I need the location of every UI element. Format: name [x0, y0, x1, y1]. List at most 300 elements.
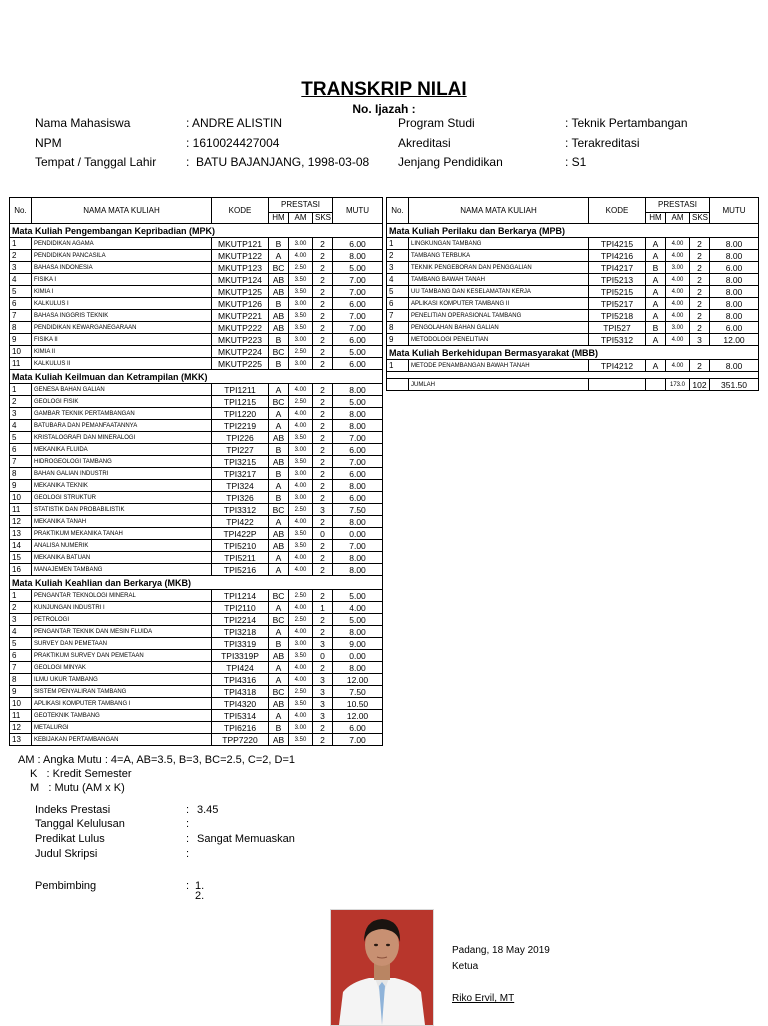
credits: 2	[313, 334, 333, 346]
totals-am: 173.0	[666, 379, 690, 391]
table-row	[387, 250, 759, 262]
course-name: TAMBANG BAWAH TANAH	[409, 274, 589, 286]
table-row	[10, 346, 383, 358]
table-row	[10, 540, 383, 552]
grade-point: 3.00	[289, 444, 313, 456]
grade-letter: A	[269, 564, 289, 576]
grade-point: 4.00	[289, 710, 313, 722]
grade-letter: AB	[269, 310, 289, 322]
grade-letter: AB	[269, 528, 289, 540]
grade-point: 3.00	[289, 334, 313, 346]
credits: 2	[313, 250, 333, 262]
grade-point: 3.00	[666, 322, 690, 334]
grade-point: 4.00	[289, 552, 313, 564]
totals-sks: 102	[690, 379, 710, 391]
quality-points: 6.00	[333, 358, 383, 370]
course-code: TPI422P	[212, 528, 269, 540]
grade-letter: B	[269, 468, 289, 480]
credits: 2	[313, 468, 333, 480]
course-code: TPI422	[212, 516, 269, 528]
col-sks: SKS	[690, 213, 710, 224]
row-number: 3	[387, 262, 409, 274]
course-name: FISIKA I	[32, 274, 212, 286]
course-code: TPI4215	[589, 238, 646, 250]
totals-empty	[387, 379, 409, 391]
quality-points: 12.00	[333, 674, 383, 686]
grade-point: 2.50	[289, 262, 313, 274]
table-row	[10, 528, 383, 540]
quality-points: 6.00	[333, 298, 383, 310]
row-number: 1	[10, 238, 32, 250]
quality-points: 12.00	[710, 334, 759, 346]
credits: 2	[313, 722, 333, 734]
signature-role: Ketua	[452, 961, 479, 972]
quality-points: 7.50	[333, 504, 383, 516]
course-name: BAHASA INGGRIS TEKNIK	[32, 310, 212, 322]
supervisor-colon: :	[186, 880, 190, 892]
course-code: TPI3218	[212, 626, 269, 638]
table-row	[10, 468, 383, 480]
table-row	[10, 238, 383, 250]
credits: 2	[313, 420, 333, 432]
row-number: 8	[387, 322, 409, 334]
grade-letter: BC	[269, 614, 289, 626]
grade-letter: B	[269, 444, 289, 456]
group-header-row	[10, 576, 383, 590]
credits: 2	[690, 274, 710, 286]
row-number: 2	[387, 250, 409, 262]
credits: 0	[313, 528, 333, 540]
row-number: 2	[10, 602, 32, 614]
quality-points: 4.00	[333, 602, 383, 614]
quality-points: 8.00	[333, 552, 383, 564]
credits: 2	[690, 322, 710, 334]
table-row	[10, 614, 383, 626]
row-number: 8	[10, 468, 32, 480]
quality-points: 7.00	[333, 432, 383, 444]
table-row	[10, 358, 383, 370]
quality-points: 7.00	[333, 286, 383, 298]
grade-letter: A	[269, 626, 289, 638]
grade-point: 4.00	[289, 408, 313, 420]
col-course-name: NAMA MATA KULIAH	[32, 198, 212, 224]
legend	[18, 753, 295, 795]
course-code: TPI424	[212, 662, 269, 674]
grades-table-left	[9, 197, 383, 746]
grade-letter: A	[269, 710, 289, 722]
grade-point: 4.00	[666, 310, 690, 322]
course-name: PENDIDIKAN KEWARGANEGARAAN	[32, 322, 212, 334]
credits: 3	[690, 334, 710, 346]
course-name: BAHASA INDONESIA	[32, 262, 212, 274]
grade-letter: AB	[269, 540, 289, 552]
grade-point: 4.00	[289, 564, 313, 576]
credits: 0	[313, 650, 333, 662]
course-name: UU TAMBANG DAN KESELAMATAN KERJA	[409, 286, 589, 298]
grade-point: 3.50	[289, 456, 313, 468]
grade-point: 3.50	[289, 310, 313, 322]
credits: 2	[313, 734, 333, 746]
legend-k: K : Kredit Semester	[30, 768, 132, 780]
name-label: Nama Mahasiswa	[35, 116, 131, 130]
col-am: AM	[289, 213, 313, 224]
row-number: 8	[10, 322, 32, 334]
course-name: KUNJUNGAN INDUSTRI I	[32, 602, 212, 614]
quality-points: 8.00	[710, 360, 759, 372]
table-row	[387, 298, 759, 310]
course-name: APLIKASI KOMPUTER TAMBANG II	[409, 298, 589, 310]
quality-points: 5.00	[333, 396, 383, 408]
quality-points: 8.00	[333, 564, 383, 576]
grade-letter: A	[646, 238, 666, 250]
quality-points: 5.00	[333, 590, 383, 602]
quality-points: 8.00	[710, 310, 759, 322]
row-number: 9	[387, 334, 409, 346]
table-row	[387, 238, 759, 250]
credits: 3	[313, 674, 333, 686]
grade-point: 3.00	[289, 722, 313, 734]
course-code: MKUTP124	[212, 274, 269, 286]
ip-label: Indeks Prestasi	[35, 804, 111, 816]
grade-letter: A	[269, 552, 289, 564]
row-number: 6	[387, 298, 409, 310]
course-code: TPI3312	[212, 504, 269, 516]
course-name: LINGKUNGAN TAMBANG	[409, 238, 589, 250]
birth-label: Tempat / Tanggal Lahir	[35, 155, 157, 169]
quality-points: 8.00	[333, 420, 383, 432]
grade-letter: A	[269, 602, 289, 614]
quality-points: 6.00	[333, 238, 383, 250]
signature-name: Riko Ervil, MT	[452, 993, 515, 1004]
grade-point: 3.00	[289, 298, 313, 310]
quality-points: 5.00	[333, 262, 383, 274]
course-code: TPI5213	[589, 274, 646, 286]
grade-point: 3.50	[289, 698, 313, 710]
table-row	[10, 650, 383, 662]
course-code: TPI5216	[212, 564, 269, 576]
quality-points: 12.00	[333, 710, 383, 722]
row-number: 6	[10, 298, 32, 310]
totals-row	[387, 379, 759, 391]
course-code: TPI5218	[589, 310, 646, 322]
course-name: FISIKA II	[32, 334, 212, 346]
grade-letter: A	[646, 334, 666, 346]
table-row	[10, 420, 383, 432]
grade-point: 3.50	[289, 528, 313, 540]
course-code: TPI5211	[212, 552, 269, 564]
supervisor-2: 2.	[195, 890, 205, 902]
totals-label: JUMLAH	[409, 379, 589, 391]
credits: 2	[690, 298, 710, 310]
row-number: 7	[10, 310, 32, 322]
course-code: MKUTP123	[212, 262, 269, 274]
thesis-title-colon: :	[186, 848, 190, 860]
row-number: 2	[10, 250, 32, 262]
quality-points: 8.00	[710, 286, 759, 298]
table-row	[10, 334, 383, 346]
course-code: TPI6216	[212, 722, 269, 734]
course-code: TPI5210	[212, 540, 269, 552]
col-mutu: MUTU	[333, 198, 383, 224]
credits: 2	[313, 540, 333, 552]
row-number: 1	[10, 590, 32, 602]
course-name: GEOLOGI STRUKTUR	[32, 492, 212, 504]
row-number: 4	[10, 626, 32, 638]
totals-empty	[589, 379, 646, 391]
grade-letter: A	[646, 310, 666, 322]
table-row	[10, 710, 383, 722]
table-row	[10, 250, 383, 262]
credits: 2	[313, 384, 333, 396]
quality-points: 5.00	[333, 614, 383, 626]
quality-points: 8.00	[710, 238, 759, 250]
row-number: 6	[10, 444, 32, 456]
grade-letter: BC	[269, 504, 289, 516]
quality-points: 7.00	[333, 734, 383, 746]
course-name: TEKNIK PENGEBORAN DAN PENGGALIAN	[409, 262, 589, 274]
quality-points: 6.00	[333, 722, 383, 734]
supervisor-label: Pembimbing	[35, 880, 97, 892]
grade-letter: AB	[269, 734, 289, 746]
grade-letter: AB	[269, 286, 289, 298]
course-name: KRISTALOGRAFI DAN MINERALOGI	[32, 432, 212, 444]
course-code: TPI3217	[212, 468, 269, 480]
grade-point: 3.00	[666, 262, 690, 274]
table-row	[387, 262, 759, 274]
table-row	[387, 286, 759, 298]
quality-points: 6.00	[333, 444, 383, 456]
grade-point: 4.00	[289, 420, 313, 432]
course-name: MEKANIKA BATUAN	[32, 552, 212, 564]
course-name: PENDIDIKAN PANCASILA	[32, 250, 212, 262]
quality-points: 0.00	[333, 650, 383, 662]
row-number: 3	[10, 408, 32, 420]
grade-point: 3.00	[289, 468, 313, 480]
program-label: Program Studi	[398, 116, 475, 130]
credits: 2	[313, 358, 333, 370]
grade-point: 3.50	[289, 734, 313, 746]
course-code: TPP7220	[212, 734, 269, 746]
course-name: PENGANTAR TEKNOLOGI MINERAL	[32, 590, 212, 602]
grades-table-right	[386, 197, 759, 391]
table-row	[387, 310, 759, 322]
course-name: PENGOLAHAN BAHAN GALIAN	[409, 322, 589, 334]
credits: 2	[313, 274, 333, 286]
course-name: PETROLOGI	[32, 614, 212, 626]
credits: 2	[313, 564, 333, 576]
credits: 3	[313, 638, 333, 650]
quality-points: 0.00	[333, 528, 383, 540]
row-number: 7	[387, 310, 409, 322]
quality-points: 6.00	[710, 262, 759, 274]
course-name: GAMBAR TEKNIK PERTAMBANGAN	[32, 408, 212, 420]
course-name: PENELITIAN OPERASIONAL TAMBANG	[409, 310, 589, 322]
table-row	[10, 504, 383, 516]
course-code: TPI1211	[212, 384, 269, 396]
grade-point: 3.00	[289, 238, 313, 250]
credits: 2	[313, 614, 333, 626]
table-row	[10, 456, 383, 468]
group-header-row	[387, 224, 759, 238]
credits: 3	[313, 504, 333, 516]
table-row	[10, 516, 383, 528]
quality-points: 10.50	[333, 698, 383, 710]
course-code: MKUTP221	[212, 310, 269, 322]
grade-letter: B	[269, 238, 289, 250]
course-name: GEOTEKNIK TAMBANG	[32, 710, 212, 722]
grade-letter: BC	[269, 590, 289, 602]
credits: 3	[313, 698, 333, 710]
credits: 2	[313, 552, 333, 564]
grade-point: 4.00	[666, 334, 690, 346]
birth-colon: :	[186, 155, 190, 169]
grade-point: 4.00	[289, 674, 313, 686]
program-value: : Teknik Pertambangan	[565, 116, 688, 130]
supervisor-1: 1.	[195, 880, 205, 892]
grade-point: 4.00	[666, 274, 690, 286]
ip-colon: :	[186, 804, 190, 816]
course-code: TPI4212	[589, 360, 646, 372]
predikat-value: Sangat Memuaskan	[197, 833, 295, 845]
row-number: 11	[10, 358, 32, 370]
grade-point: 4.00	[289, 480, 313, 492]
course-name: PRAKTIKUM SURVEY DAN PEMETAAN	[32, 650, 212, 662]
quality-points: 7.00	[333, 310, 383, 322]
course-name: KIMIA I	[32, 286, 212, 298]
grade-point: 2.50	[289, 686, 313, 698]
grade-letter: A	[269, 674, 289, 686]
course-code: TPI324	[212, 480, 269, 492]
row-number: 14	[10, 540, 32, 552]
grade-point: 4.00	[289, 250, 313, 262]
table-row	[10, 602, 383, 614]
row-number: 13	[10, 528, 32, 540]
course-name: BATUBARA DAN PEMANFAATANNYA	[32, 420, 212, 432]
table-row	[387, 322, 759, 334]
table-row	[10, 564, 383, 576]
birth-value: BATU BAJANJANG, 1998-03-08	[196, 155, 370, 169]
credits: 2	[690, 360, 710, 372]
grade-letter: A	[646, 286, 666, 298]
course-code: TPI3319	[212, 638, 269, 650]
table-row	[10, 590, 383, 602]
row-number: 5	[10, 286, 32, 298]
ip-value: 3.45	[197, 804, 219, 816]
table-row	[387, 334, 759, 346]
credits: 2	[313, 286, 333, 298]
grade-letter: AB	[269, 432, 289, 444]
course-code: TPI1214	[212, 590, 269, 602]
course-name: MEKANIKA TANAH	[32, 516, 212, 528]
name-value: : ANDRE ALISTIN	[186, 116, 283, 130]
quality-points: 7.00	[333, 274, 383, 286]
grade-point: 2.50	[289, 396, 313, 408]
course-code: TPI4316	[212, 674, 269, 686]
row-number: 6	[10, 650, 32, 662]
group-header-row	[10, 370, 383, 384]
credits: 1	[313, 602, 333, 614]
row-number: 10	[10, 698, 32, 710]
course-code: MKUTP222	[212, 322, 269, 334]
grade-letter: AB	[269, 274, 289, 286]
grade-letter: B	[646, 262, 666, 274]
grade-letter: A	[269, 480, 289, 492]
grade-letter: A	[269, 420, 289, 432]
course-code: TPI1220	[212, 408, 269, 420]
quality-points: 8.00	[333, 408, 383, 420]
table-row	[387, 274, 759, 286]
table-row	[10, 432, 383, 444]
credits: 2	[690, 250, 710, 262]
row-number: 10	[10, 492, 32, 504]
totals-mutu: 351.50	[710, 379, 759, 391]
row-number: 1	[387, 360, 409, 372]
quality-points: 6.00	[710, 322, 759, 334]
legend-am: AM : Angka Mutu : 4=A, AB=3.5, B=3, BC=2.5, C=2, D=1	[18, 754, 295, 766]
grade-point: 3.50	[289, 274, 313, 286]
course-name: APLIKASI KOMPUTER TAMBANG I	[32, 698, 212, 710]
grade-letter: A	[646, 250, 666, 262]
table-row	[10, 492, 383, 504]
grade-point: 4.00	[289, 602, 313, 614]
course-name: ANALISA NUMERIK	[32, 540, 212, 552]
table-row	[10, 722, 383, 734]
ijazah-number-label: No. Ijazah :	[352, 102, 416, 116]
grade-letter: A	[646, 298, 666, 310]
grade-point: 3.50	[289, 650, 313, 662]
course-name: KEBIJAKAN PERTAMBANGAN	[32, 734, 212, 746]
quality-points: 8.00	[333, 480, 383, 492]
npm-value: : 1610024427004	[186, 136, 280, 150]
credits: 2	[313, 444, 333, 456]
grade-letter: AB	[269, 322, 289, 334]
grade-point: 4.00	[666, 360, 690, 372]
table-row	[10, 662, 383, 674]
row-number: 9	[10, 686, 32, 698]
credits: 2	[313, 480, 333, 492]
row-number: 3	[10, 262, 32, 274]
predikat-label: Predikat Lulus	[35, 833, 105, 845]
course-code: TPI2214	[212, 614, 269, 626]
accreditation-label: Akreditasi	[398, 136, 451, 150]
course-code: TPI3319P	[212, 650, 269, 662]
course-name: PRAKTIKUM MEKANIKA TANAH	[32, 528, 212, 540]
grade-letter: A	[646, 274, 666, 286]
col-prestasi: PRESTASI	[269, 198, 333, 213]
course-code: TPI3215	[212, 456, 269, 468]
row-number: 5	[387, 286, 409, 298]
grade-letter: A	[646, 360, 666, 372]
credits: 2	[313, 456, 333, 468]
course-name: METALURGI	[32, 722, 212, 734]
grade-point: 2.50	[289, 590, 313, 602]
course-name: KIMIA II	[32, 346, 212, 358]
col-prestasi: PRESTASI	[646, 198, 710, 213]
row-number: 8	[10, 674, 32, 686]
table-row	[10, 298, 383, 310]
graduation-date-colon: :	[186, 818, 190, 830]
grade-letter: A	[269, 384, 289, 396]
row-number: 9	[10, 334, 32, 346]
grade-point: 2.50	[289, 614, 313, 626]
table-row	[10, 286, 383, 298]
course-code: MKUTP225	[212, 358, 269, 370]
course-code: TPI4320	[212, 698, 269, 710]
row-number: 7	[10, 662, 32, 674]
course-name: MANAJEMEN TAMBANG	[32, 564, 212, 576]
quality-points: 6.00	[333, 334, 383, 346]
quality-points: 8.00	[333, 250, 383, 262]
